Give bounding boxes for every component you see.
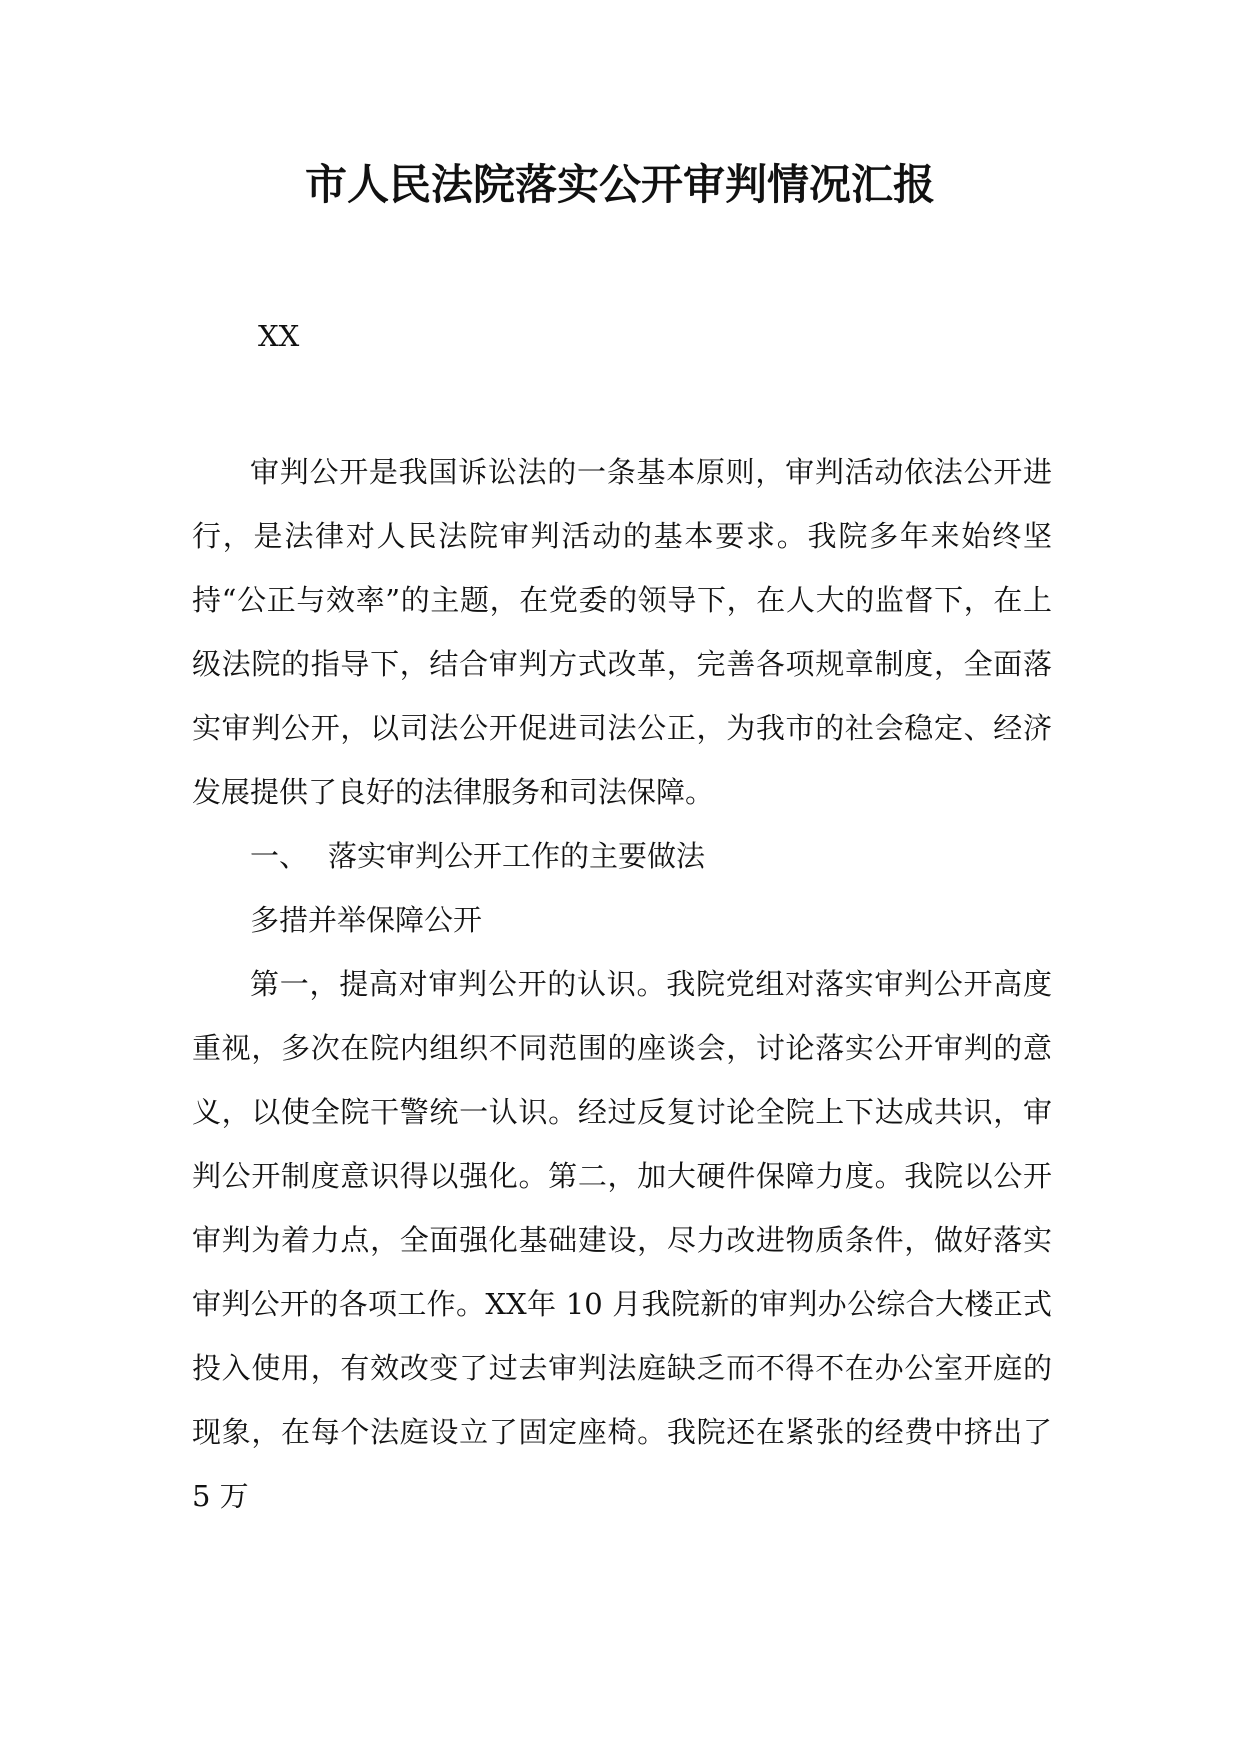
body-paragraph: 第一，提高对审判公开的认识。我院党组对落实审判公开高度重视，多次在院内组织不同范围的座谈会，讨论落实公开审判的意义，以使全院干警统一认识。经过反复讨论全院上下达成共识，审判公开制度意识得以强化。第二，加大硬件保障力度。我院以公开审判为着力点，全面强化基础建设，尽力改进物质条件，做好落实审判公开的各项工作。XX年 10 月我院新的审判办公综合大楼正式投入使用，有效改变了过去审判法庭缺乏而不得不在办公室开庭的现象，在每个法庭设立了固定座椅。我院还在紧张的经费中挤出了 5 万: [192, 967, 1052, 1513]
section-number: 一、: [250, 839, 309, 873]
subsection-heading: 多措并举保障公开: [250, 903, 483, 937]
section-heading: [192, 824, 1052, 888]
document-title: 市人民法院落实公开审判情况汇报: [304, 160, 935, 209]
document-author: XX: [258, 319, 300, 353]
intro-paragraph: 审判公开是我国诉讼法的一条基本原则，审判活动依法公开进行，是法律对人民法院审判活动的基本要求。我院多年来始终坚持“公正与效率”的主题，在党委的领导下，在人大的监督下，在上级法院的指导下，结合审判方式改革，完善各项规章制度，全面落实审判公开，以司法公开促进司法公正，为我市的社会稳定、经济发展提供了良好的法律服务和司法保障。: [192, 455, 1052, 809]
document-body: [192, 440, 1052, 1528]
section-title: 落实审判公开工作的主要做法: [328, 839, 706, 873]
